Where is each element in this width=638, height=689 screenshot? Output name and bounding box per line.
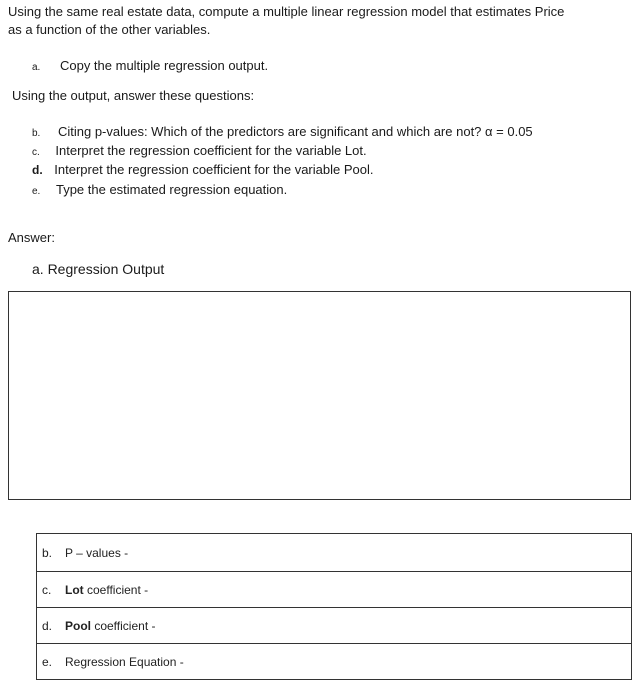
answer-row-text: Regression Equation -	[65, 654, 184, 669]
task-a-text: Copy the multiple regression output.	[59, 58, 269, 73]
answer-row-label: e.	[42, 654, 53, 669]
question-e-text: Type the estimated regression equation.	[55, 182, 288, 197]
question-e	[32, 182, 287, 197]
answer-row-text: coefficient -	[91, 618, 156, 633]
section-a-heading: a. Regression Output	[32, 261, 165, 277]
answer-cell-pvalues[interactable]	[37, 534, 632, 572]
question-e-marker: e.	[32, 186, 41, 197]
answer-row-label: b.	[42, 545, 53, 560]
answer-row-label: c.	[42, 582, 52, 597]
task-a-marker: a.	[32, 62, 41, 73]
question-b	[32, 124, 533, 139]
answer-table	[36, 533, 632, 680]
question-b-text: Citing p-values: Which of the predictors are significant and which are not? α = 0.05	[57, 124, 533, 139]
intro-line-2: as a function of the other variables.	[8, 22, 211, 37]
question-d	[32, 162, 373, 177]
answer-label: Answer:	[8, 230, 55, 245]
task-a	[32, 58, 268, 73]
answer-row-equation	[37, 644, 632, 680]
regression-output-box[interactable]	[8, 291, 631, 500]
question-b-marker: b.	[32, 128, 41, 139]
answer-row-pvalues	[37, 534, 632, 572]
answer-cell-pool[interactable]	[37, 608, 632, 644]
answer-row-bold: Lot	[65, 582, 84, 597]
answer-cell-lot[interactable]	[37, 572, 632, 608]
answer-cell-equation[interactable]	[37, 644, 632, 680]
answer-row-pool	[37, 608, 632, 644]
instructions: Using the output, answer these questions:	[12, 88, 255, 103]
answer-row-text: coefficient -	[83, 582, 149, 597]
answer-row-text: P – values -	[65, 545, 129, 560]
intro-line-1: Using the same real estate data, compute a multiple linear regression model that estimates Price	[8, 4, 565, 19]
question-c-marker: c.	[32, 147, 40, 158]
question-c	[32, 143, 367, 158]
question-d-text: Interpret the regression coefficient for the variable Pool.	[54, 162, 374, 177]
answer-row-bold: Pool	[65, 618, 91, 633]
question-c-text: Interpret the regression coefficient for the variable Lot.	[55, 143, 367, 158]
question-d-marker: d.	[32, 163, 43, 177]
answer-row-label: d.	[42, 618, 53, 633]
answer-row-lot	[37, 572, 632, 608]
